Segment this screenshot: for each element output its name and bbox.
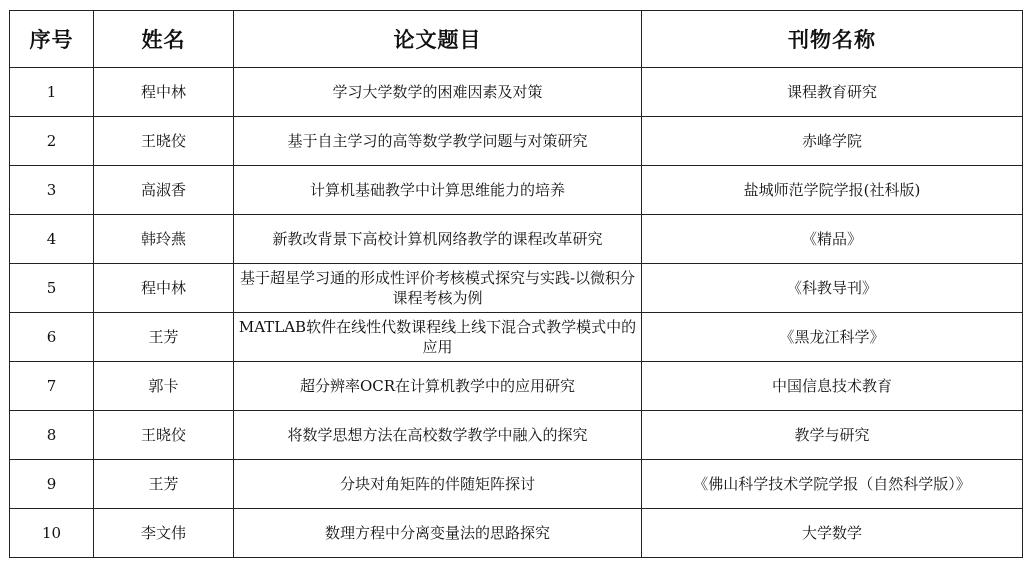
table-row	[10, 215, 1023, 264]
cell-title: MATLAB软件在线性代数课程线上线下混合式教学模式中的应用	[234, 313, 642, 362]
cell-name: 王芳	[94, 460, 234, 509]
cell-journal: 《佛山科学技术学院学报（自然科学版）》	[642, 460, 1023, 509]
table-row	[10, 362, 1023, 411]
table-row	[10, 460, 1023, 509]
table-row	[10, 68, 1023, 117]
cell-name: 李文伟	[94, 509, 234, 558]
cell-title: 计算机基础教学中计算思维能力的培养	[234, 166, 642, 215]
cell-title: 分块对角矩阵的伴随矩阵探讨	[234, 460, 642, 509]
cell-title: 超分辨率OCR在计算机教学中的应用研究	[234, 362, 642, 411]
cell-title: 基于超星学习通的形成性评价考核模式探究与实践-以微积分课程考核为例	[234, 264, 642, 313]
cell-journal: 《黑龙江科学》	[642, 313, 1023, 362]
cell-journal: 《精品》	[642, 215, 1023, 264]
table-row	[10, 411, 1023, 460]
cell-no: 10	[10, 509, 94, 558]
cell-name: 郭卡	[94, 362, 234, 411]
cell-name: 王晓佼	[94, 411, 234, 460]
cell-no: 8	[10, 411, 94, 460]
header-name: 姓名	[94, 11, 234, 68]
cell-title: 新教改背景下高校计算机网络教学的课程改革研究	[234, 215, 642, 264]
cell-no: 2	[10, 117, 94, 166]
cell-journal: 课程教育研究	[642, 68, 1023, 117]
cell-no: 1	[10, 68, 94, 117]
cell-name: 程中林	[94, 264, 234, 313]
cell-name: 韩玲燕	[94, 215, 234, 264]
papers-table	[9, 10, 1023, 558]
cell-title: 学习大学数学的困难因素及对策	[234, 68, 642, 117]
cell-no: 9	[10, 460, 94, 509]
cell-title: 数理方程中分离变量法的思路探究	[234, 509, 642, 558]
cell-name: 王芳	[94, 313, 234, 362]
cell-journal: 《科教导刊》	[642, 264, 1023, 313]
cell-name: 高淑香	[94, 166, 234, 215]
cell-journal: 教学与研究	[642, 411, 1023, 460]
cell-journal: 盐城师范学院学报(社科版)	[642, 166, 1023, 215]
cell-title: 将数学思想方法在高校数学教学中融入的探究	[234, 411, 642, 460]
cell-no: 7	[10, 362, 94, 411]
table-body	[10, 68, 1023, 558]
cell-no: 4	[10, 215, 94, 264]
table-row	[10, 166, 1023, 215]
cell-title: 基于自主学习的高等数学教学问题与对策研究	[234, 117, 642, 166]
cell-journal: 赤峰学院	[642, 117, 1023, 166]
table-row	[10, 264, 1023, 313]
cell-journal: 中国信息技术教育	[642, 362, 1023, 411]
header-row	[10, 11, 1023, 68]
header-journal: 刊物名称	[642, 11, 1023, 68]
table-row	[10, 509, 1023, 558]
cell-no: 6	[10, 313, 94, 362]
header-title: 论文题目	[234, 11, 642, 68]
cell-name: 王晓佼	[94, 117, 234, 166]
table-row	[10, 117, 1023, 166]
table-row	[10, 313, 1023, 362]
cell-journal: 大学数学	[642, 509, 1023, 558]
cell-no: 3	[10, 166, 94, 215]
cell-name: 程中林	[94, 68, 234, 117]
cell-no: 5	[10, 264, 94, 313]
header-no: 序号	[10, 11, 94, 68]
